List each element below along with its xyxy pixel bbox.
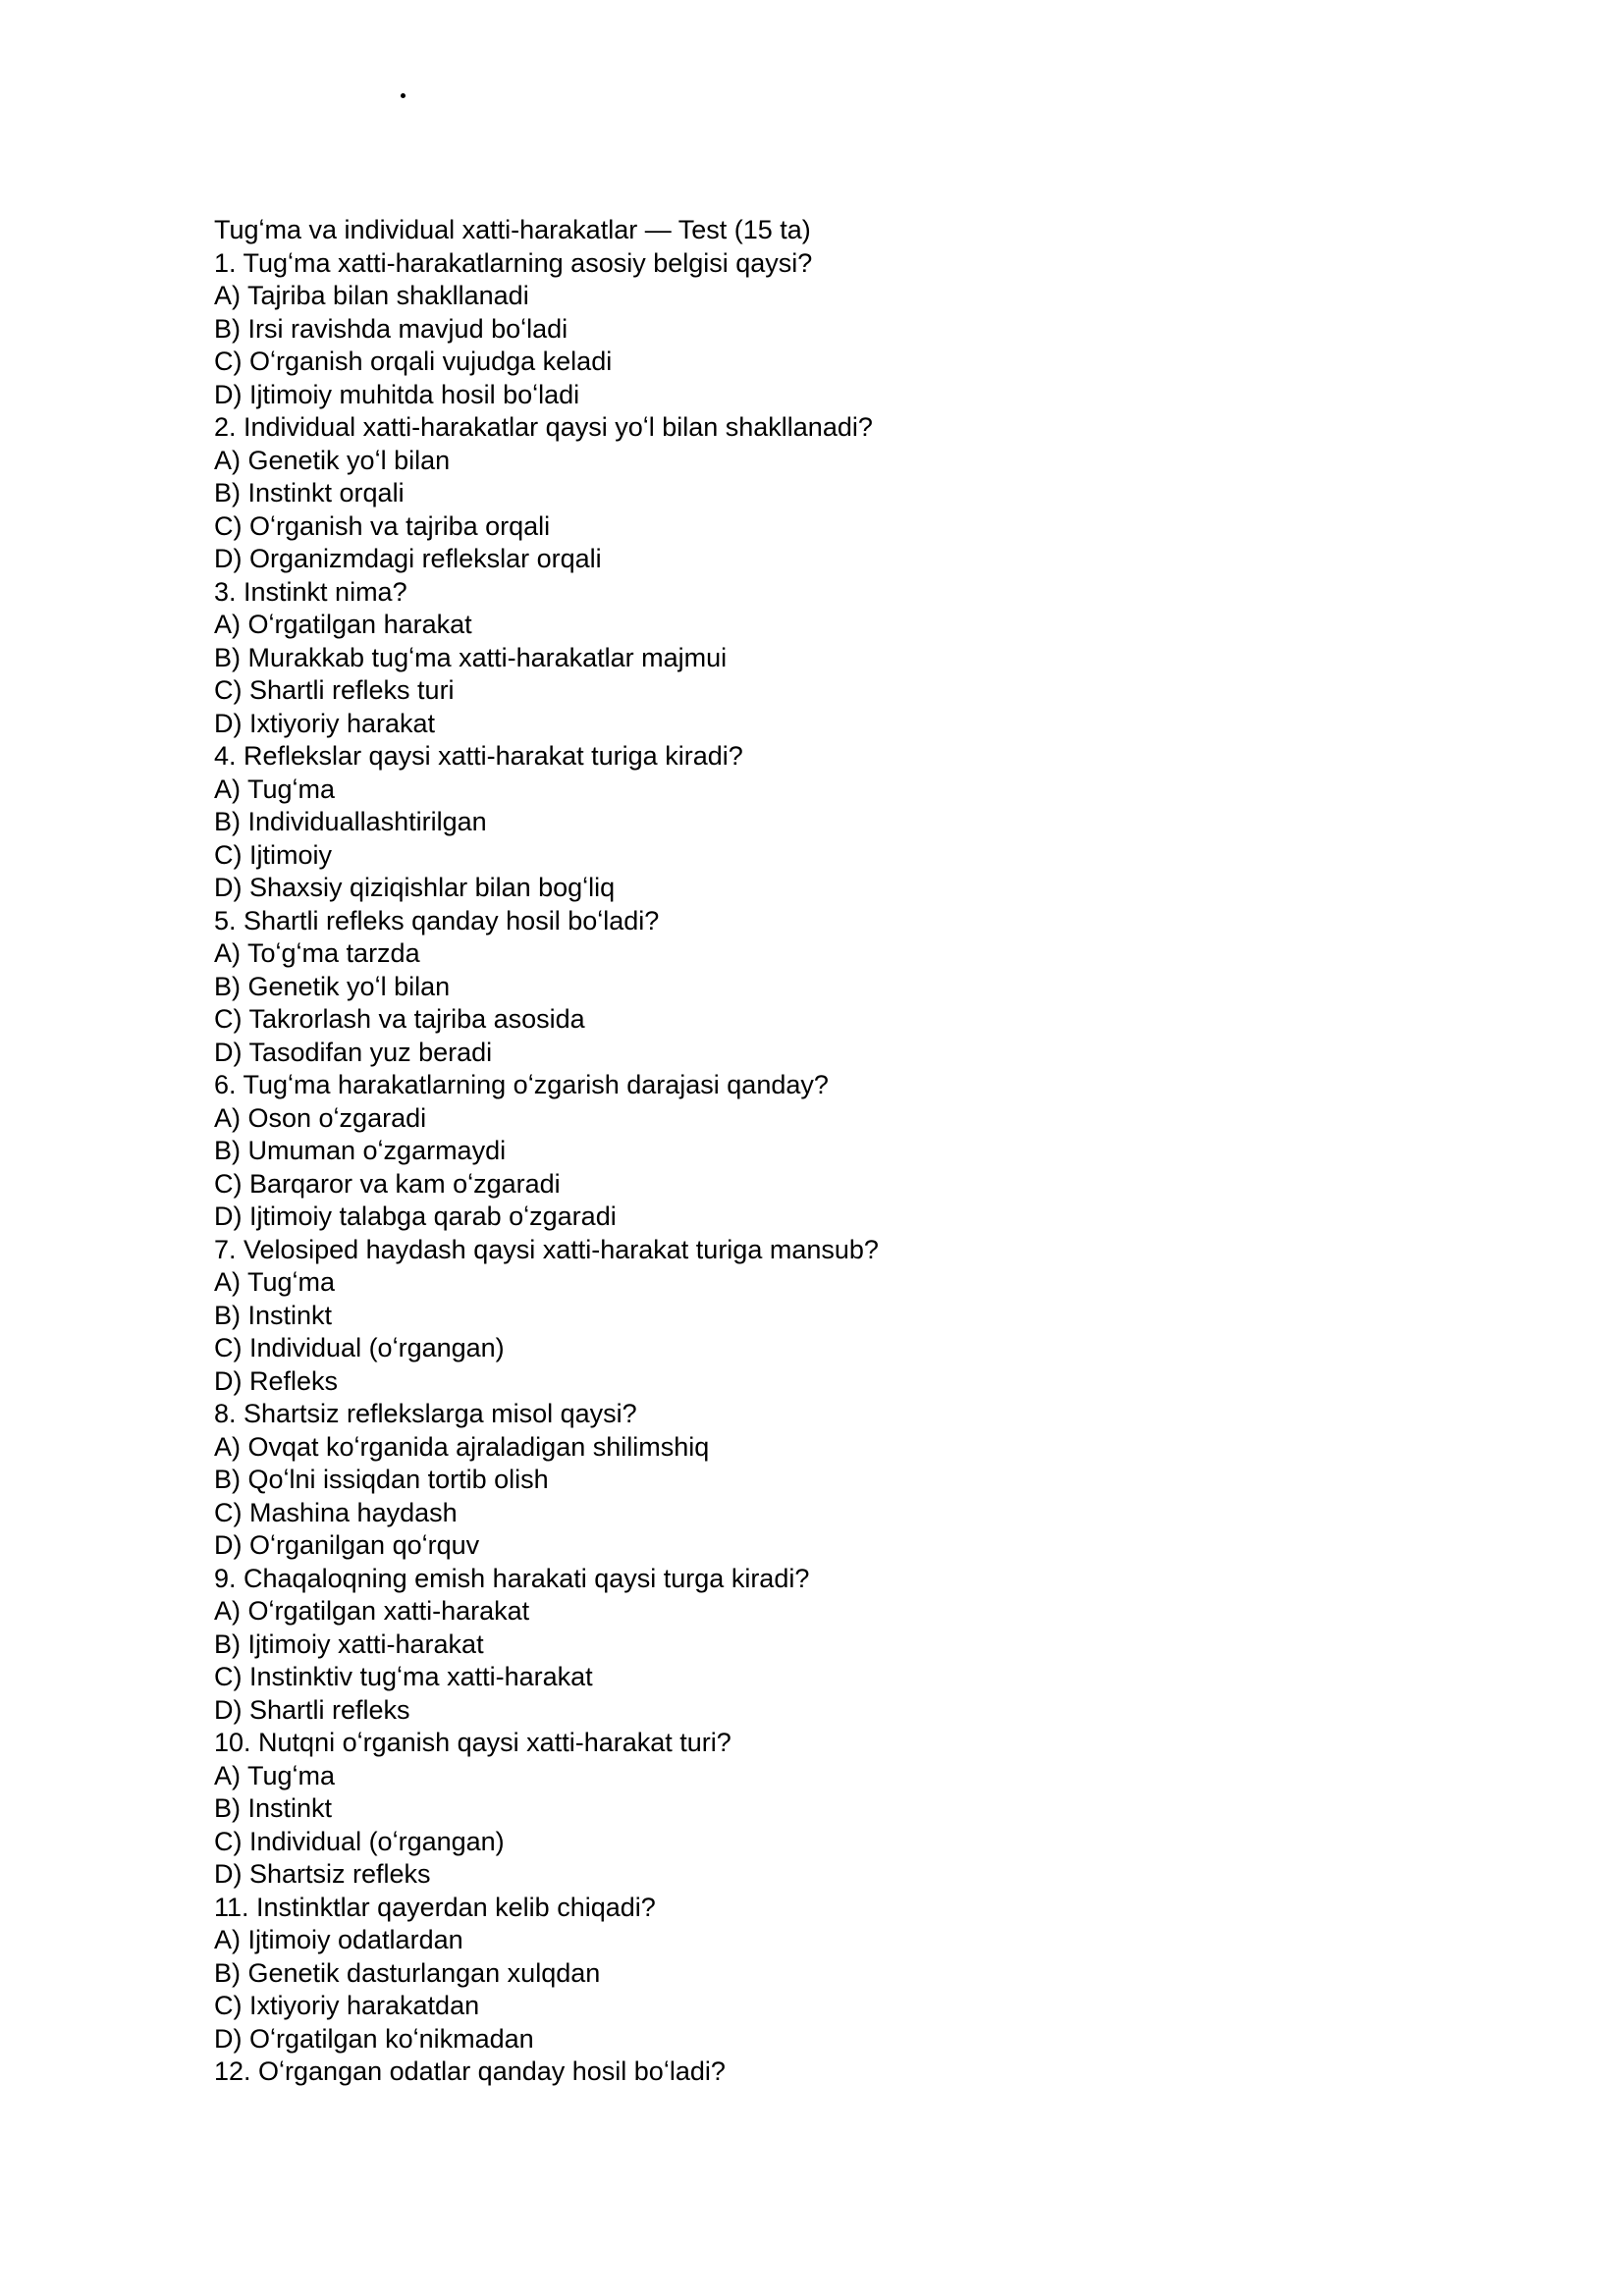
question-text: 4. Reflekslar qaysi xatti-harakat turiga kiradi? — [214, 741, 743, 771]
question-6 — [214, 1069, 1412, 1234]
answer-option: D) Organizmdagi reflekslar orqali — [214, 544, 602, 573]
question-text: 6. Tugʻma harakatlarning oʻzgarish darajasi qanday? — [214, 1070, 829, 1099]
answer-option: C) Barqaror va kam oʻzgaradi — [214, 1168, 561, 1199]
answer-option: B) Irsi ravishda mavjud boʻladi — [214, 313, 568, 344]
answer-option: B) Individuallashtirilgan — [214, 807, 487, 836]
answer-option: C) Ijtimoiy — [214, 839, 332, 870]
answer-option: B) Murakkab tugʻma xatti-harakatlar majmui — [214, 642, 728, 672]
answer-option: B) Ijtimoiy xatti-harakat — [214, 1629, 484, 1659]
answer-option: D) Refleks — [214, 1365, 339, 1396]
answer-option: B) Genetik yoʻl bilan — [214, 971, 451, 1001]
document-title: Tugʻma va individual xatti-harakatlar — Test (15 ta) — [214, 215, 811, 244]
answer-option: C) Mashina haydash — [214, 1497, 458, 1527]
answer-option: A) Tugʻma — [214, 774, 336, 804]
question-7 — [214, 1234, 1412, 1399]
answer-option: A) Oʻrgatilgan harakat — [214, 610, 472, 639]
question-10 — [214, 1727, 1412, 1892]
answer-option: B) Genetik dasturlangan xulqdan — [214, 1957, 601, 1988]
question-3 — [214, 576, 1412, 741]
answer-option: A) Tugʻma — [214, 1760, 336, 1790]
answer-option: A) Oson oʻzgaradi — [214, 1102, 427, 1133]
answer-option: D) Shartli refleks — [214, 1694, 410, 1725]
answer-option: D) Ijtimoiy talabga qarab oʻzgaradi — [214, 1201, 617, 1231]
question-11 — [214, 1892, 1412, 2056]
answer-option: A) Toʻgʻma tarzda — [214, 938, 420, 968]
answer-option: D) Ixtiyoriy harakat — [214, 708, 436, 738]
question-text: 1. Tugʻma xatti-harakatlarning asosiy belgisi qaysi? — [214, 247, 813, 278]
answer-option: A) Genetik yoʻl bilan — [214, 445, 451, 475]
question-text: 10. Nutqni oʻrganish qaysi xatti-harakat turi? — [214, 1728, 731, 1757]
answer-option: D) Shartsiz refleks — [214, 1859, 431, 1889]
answer-option: B) Instinkt — [214, 1793, 333, 1823]
answer-option: C) Takrorlash va tajriba asosida — [214, 1004, 585, 1034]
answer-option: A) Ovqat koʻrganida ajraladigan shilimshiq — [214, 1431, 710, 1462]
question-text: 7. Velosiped haydash qaysi xatti-harakat turiga mansub? — [214, 1234, 879, 1264]
question-5 — [214, 905, 1412, 1070]
answer-option: B) Qoʻlni issiqdan tortib olish — [214, 1465, 549, 1494]
question-text: 12. Oʻrgangan odatlar qanday hosil boʻladi? — [214, 2056, 726, 2086]
answer-option: B) Instinkt orqali — [214, 478, 405, 507]
answer-option: D) Oʻrgatilgan koʻnikmadan — [214, 2023, 534, 2054]
answer-option: D) Tasodifan yuz beradi — [214, 1037, 493, 1067]
question-1 — [214, 247, 1412, 412]
answer-option: A) Oʻrgatilgan xatti-harakat — [214, 1596, 530, 1626]
question-9 — [214, 1563, 1412, 1728]
question-text: 2. Individual xatti-harakatlar qaysi yoʻl bilan shakllanadi? — [214, 412, 873, 442]
answer-option: C) Instinktiv tugʻma xatti-harakat — [214, 1662, 593, 1691]
answer-option: C) Ixtiyoriy harakatdan — [214, 1991, 480, 2020]
answer-option: A) Tugʻma — [214, 1267, 336, 1297]
answer-option: C) Oʻrganish orqali vujudga keladi — [214, 347, 613, 376]
answer-option: C) Oʻrganish va tajriba orqali — [214, 510, 551, 541]
answer-option: C) Individual (oʻrgangan) — [214, 1826, 505, 1856]
answer-option: A) Tajriba bilan shakllanadi — [214, 281, 529, 310]
answer-option: B) Umuman oʻzgarmaydi — [214, 1136, 507, 1165]
question-text: 11. Instinktlar qayerdan kelib chiqadi? — [214, 1892, 656, 1922]
question-text: 5. Shartli refleks qanday hosil boʻladi? — [214, 905, 660, 935]
answer-option: B) Instinkt — [214, 1300, 333, 1330]
answer-option: C) Shartli refleks turi — [214, 675, 455, 705]
answer-option: C) Individual (oʻrgangan) — [214, 1333, 505, 1362]
document-body — [214, 214, 1412, 2089]
question-2 — [214, 411, 1412, 576]
question-text: 8. Shartsiz reflekslarga misol qaysi? — [214, 1399, 637, 1428]
question-text: 9. Chaqaloqning emish harakati qaysi turga kiradi? — [214, 1563, 810, 1593]
question-text: 3. Instinkt nima? — [214, 576, 407, 607]
answer-option: D) Oʻrganilgan qoʻrquv — [214, 1530, 480, 1560]
answer-option: A) Ijtimoiy odatlardan — [214, 1925, 463, 1954]
question-4 — [214, 740, 1412, 905]
answer-option: D) Shaxsiy qiziqishlar bilan bogʻliq — [214, 873, 616, 902]
answer-option: D) Ijtimoiy muhitda hosil boʻladi — [214, 379, 580, 409]
bullet-dot-mark — [401, 93, 406, 98]
question-8 — [214, 1398, 1412, 1563]
question-12 — [214, 2056, 1412, 2089]
